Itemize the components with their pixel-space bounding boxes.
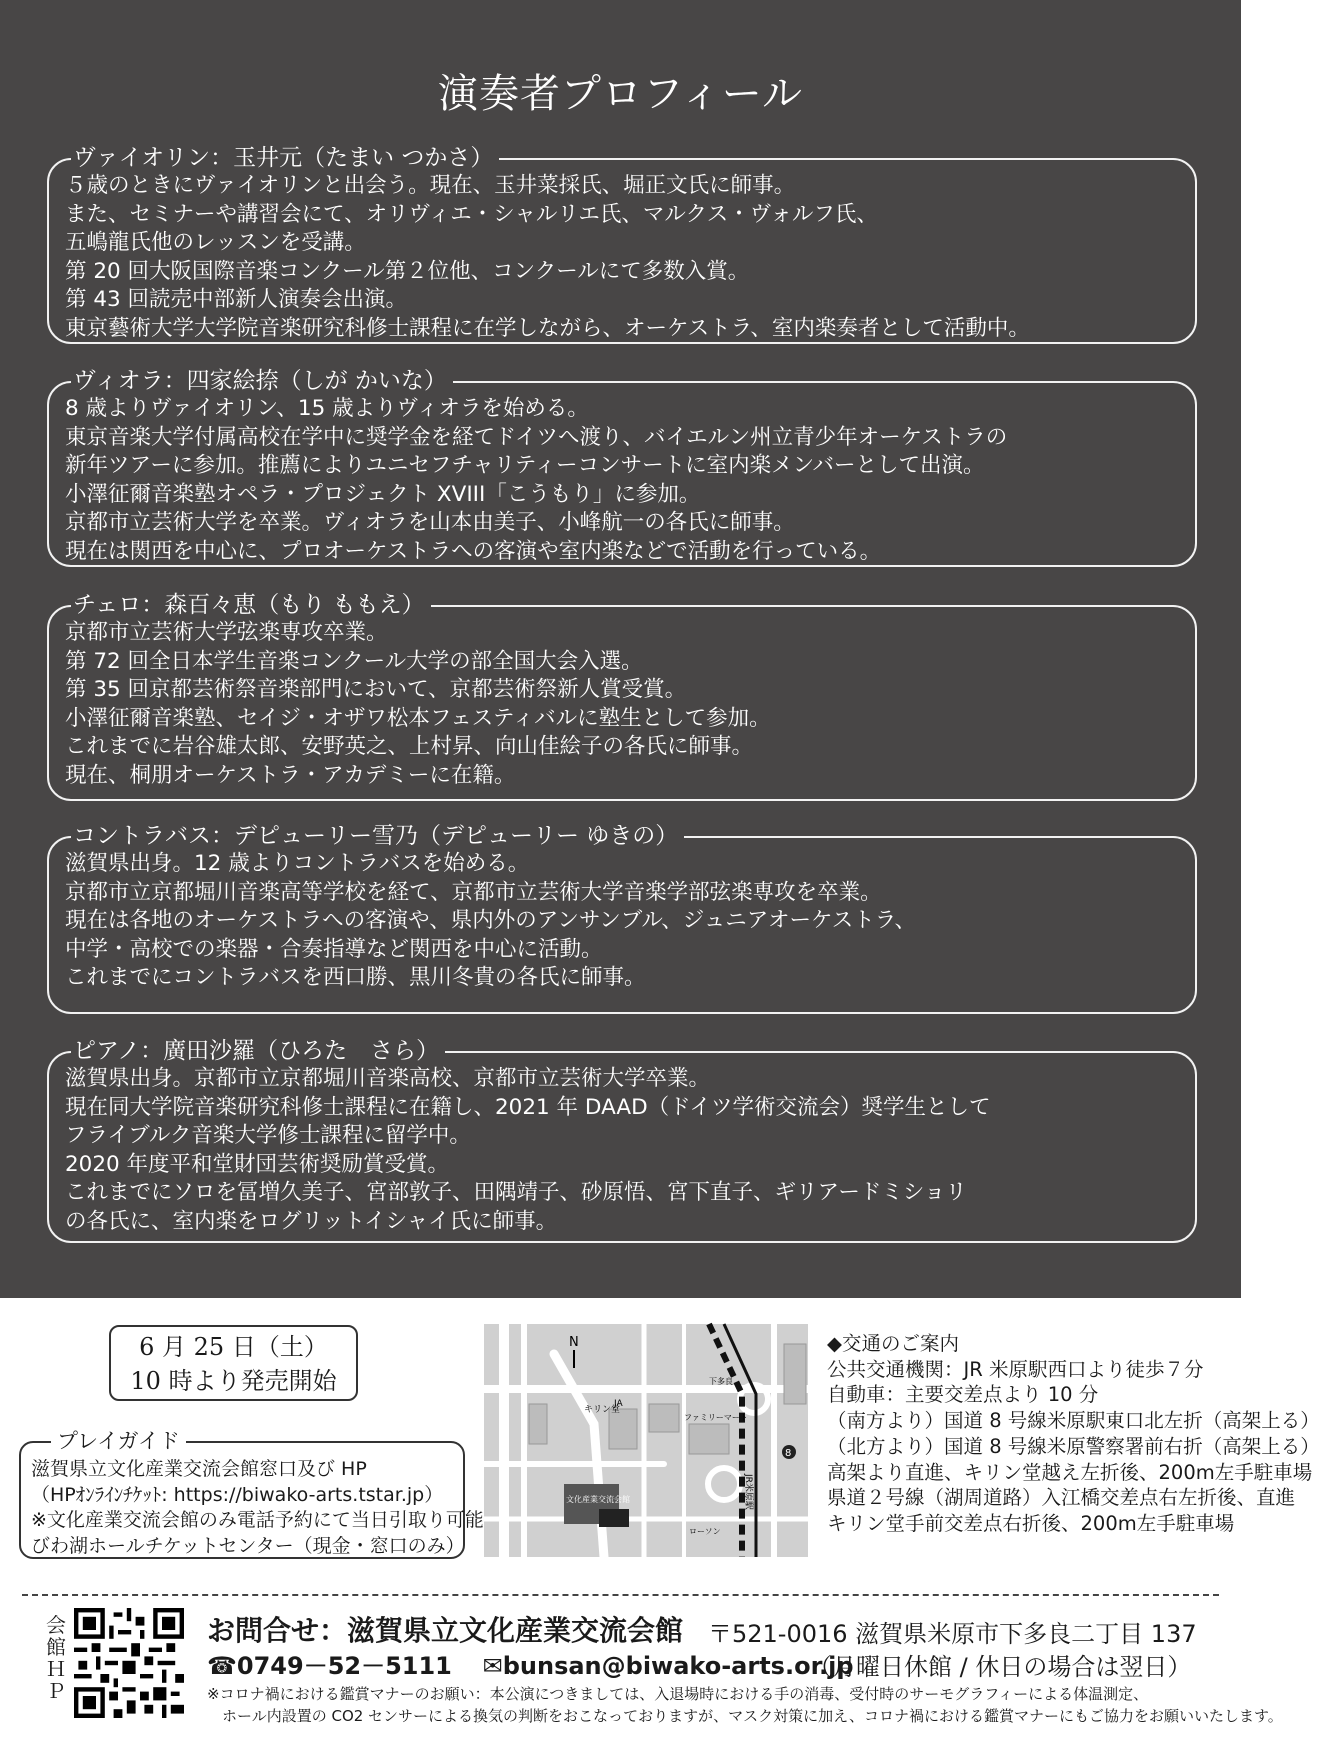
playguide-line: ※文化産業交流会館のみ電話予約にて当日引取り可能: [31, 1509, 484, 1531]
profile-line: ５歳のときにヴァイオリンと出会う。現在、玉井菜採氏、堀正文氏に師事。: [65, 173, 796, 198]
access-line: （北方より）国道 8 号線米原警察署前右折（高架上る）: [827, 1434, 1320, 1458]
profile-heading: ヴィオラ：四家絵捺（しが かいな）: [71, 364, 453, 398]
profile-line: 現在、桐朋オーケストラ・アカデミーに在籍。: [65, 762, 516, 788]
profile-piano: [47, 1038, 1197, 1243]
profile-line: 第 72 回全日本学生音楽コンクール大学の部全国大会入選。: [65, 648, 643, 674]
profile-line: の各氏に、室内楽をログリットイシャイ氏に師事。: [65, 1208, 558, 1234]
profile-line: 第 43 回読売中部新人演奏会出演。: [65, 287, 408, 313]
profile-line: 第 35 回京都芸術祭音楽部門において、京都芸術祭新人賞受賞。: [65, 677, 687, 703]
profile-heading: ヴァイオリン：玉井元（たまい つかさ）: [71, 141, 499, 175]
access-line: （南方より）国道 8 号線米原駅東口北左折（高架上る）: [827, 1409, 1320, 1433]
profile-contrabass: [47, 823, 1197, 1014]
panel-title: 演奏者プロフィール: [438, 71, 803, 117]
closing-days: （月曜日休館 / 休日の場合は翌日）: [808, 1653, 1192, 1681]
map-label-lawson: ローソン: [689, 1527, 721, 1536]
playguide-line: 滋賀県立文化産業交流会館窓口及び HP: [31, 1458, 367, 1480]
profile-heading: チェロ：森百々恵（もり ももえ）: [71, 588, 431, 622]
profile-line: 京都市立芸術大学を卒業。ヴィオラを山本由美子、小峰航一の各氏に師事。: [65, 510, 795, 536]
divider: [22, 1594, 1219, 1596]
profile-heading: コントラバス：デピューリー雪乃（デピューリー ゆきの）: [71, 819, 684, 853]
phone-number[interactable]: ☎0749－52－5111: [207, 1652, 452, 1680]
access-title: ◆交通のご案内: [827, 1332, 959, 1355]
sale-time: 10 時より発売開始: [130, 1367, 337, 1395]
playguide-line[interactable]: （HPｵﾝﾗｲﾝﾁｹｯﾄ: https://biwako-arts.tstar.jp）: [31, 1483, 444, 1506]
profile-cello: [47, 592, 1197, 801]
profile-line: 東京藝術大学大学院音楽研究科修士課程に在学しながら、オーケストラ、室内楽奏者として活動中。: [65, 315, 1030, 341]
access-line: 自動車：主要交差点より 10 分: [827, 1383, 1099, 1407]
playguide-text: [31, 1457, 484, 1559]
profile-line: 8 歳よりヴァイオリン、15 歳よりヴィオラを始める。: [65, 396, 589, 421]
profile-line: 現在は関西を中心に、プロオーケストラへの客演や室内楽などで活動を行っている。: [65, 538, 882, 564]
playguide-line: びわ湖ホールチケットセンター（現金・窓口のみ）: [31, 1534, 465, 1557]
access-map: [484, 1324, 808, 1557]
profile-line: これまでに岩谷雄太郎、安野英之、上村昇、向山佳絵子の各氏に師事。: [65, 734, 754, 760]
notice-line: ホール内設置の CO2 センサーによる換気の判断をおこなっておりますが、マスク対策に加え、コロナ禍における鑑賞マナーにもご協力をお願いいたします。: [207, 1707, 1283, 1725]
map-drawing: [484, 1324, 808, 1557]
access-info: [827, 1331, 1320, 1537]
map-label-family: ファミリーマート: [684, 1413, 748, 1422]
notice-line: ※コロナ禍における鑑賞マナーのお願い：本公演につきましては、入退場時における手の消毒、受付時のサーモグラフィーによる体温測定、: [207, 1685, 1149, 1703]
profile-line: 第 20 回大阪国際音楽コンクール第２位他、コンクールにて多数入賞。: [65, 258, 750, 284]
contact-line: [207, 1646, 854, 1681]
contact-title: お問合せ：滋賀県立文化産業交流会館: [207, 1614, 684, 1647]
access-line: キリン堂手前交差点右折後、200m左手駐車場: [827, 1511, 1235, 1535]
profile-line: 小澤征爾音楽塾、セイジ・オザワ松本フェスティバルに塾生として参加。: [65, 705, 771, 731]
map-label-ja: JA: [614, 1399, 623, 1409]
access-line: 高架より直進、キリン堂越え左折後、200m左手駐車場: [827, 1460, 1313, 1484]
profile-line: 滋賀県出身。12 歳よりコントラバスを始める。: [65, 851, 530, 876]
profile-text: [65, 619, 1181, 791]
profile-text: [65, 1065, 1181, 1237]
profile-line: 2020 年度平和堂財団芸術奨励賞受賞。: [65, 1151, 450, 1177]
profile-line: 五嶋龍氏他のレッスンを受講。: [65, 230, 366, 256]
map-label-kirin: キリン堂: [584, 1405, 621, 1415]
map-label-venue: 文化産業交流会館: [566, 1495, 630, 1504]
profile-line: 京都市立芸術大学弦楽専攻卒業。: [65, 620, 388, 645]
access-line: 公共交通機関：JR 米原駅西口より徒歩７分: [827, 1357, 1204, 1381]
profile-line: 現在同大学院音楽研究科修士課程に在籍し、2021 年 DAAD（ドイツ学術交流会）奨学生として: [65, 1094, 991, 1120]
covid-notice: [207, 1683, 1283, 1727]
profile-line: 京都市立京都堀川音楽高等学校を経て、京都市立芸術大学音楽学部弦楽専攻を卒業。: [65, 879, 882, 905]
profile-line: 小澤征爾音楽塾オペラ・プロジェクト XVIII「こうもり」に参加。: [65, 481, 701, 507]
profile-line: これまでにコントラバスを西口勝、黒川冬貴の各氏に師事。: [65, 965, 646, 991]
email-link[interactable]: ✉bunsan@biwako-arts.or.jp: [482, 1652, 854, 1680]
profile-line: 新年ツアーに参加。推薦によりユニセフチャリティーコンサートに室内楽メンバーとして出演。: [65, 453, 985, 479]
profile-line: 現在は各地のオーケストラへの客演や、県内外のアンサンブル、ジュニアオーケストラ、: [65, 908, 916, 934]
profile-viola: [47, 368, 1197, 567]
profile-line: 東京音楽大学付属高校在学中に奨学金を経てドイツへ渡り、バイエルン州立青少年オーケストラの: [65, 424, 1008, 450]
profile-line: フライブルク音楽大学修士課程に留学中。: [65, 1123, 471, 1149]
qr-code-icon[interactable]: [74, 1608, 184, 1718]
playguide-box: [19, 1429, 484, 1559]
sale-date-box: [109, 1325, 358, 1401]
profile-line: 滋賀県出身。京都市立京都堀川音楽高校、京都市立芸術大学卒業。: [65, 1066, 711, 1091]
map-label-kosaten: 下多良: [709, 1377, 733, 1386]
profile-violin: [47, 145, 1197, 344]
profile-text: [65, 172, 1181, 344]
profile-heading: ピアノ：廣田沙羅（ひろた さら）: [71, 1034, 445, 1068]
sale-date: 6 月 25 日（土）: [139, 1333, 328, 1361]
map-label-station: JR米原駅: [743, 1474, 753, 1510]
hp-label: 会館ＨＰ: [46, 1613, 66, 1703]
profile-text: [65, 850, 1181, 993]
map-route8: 8: [785, 1448, 792, 1459]
profile-line: 中学・高校での楽器・合奏指導など関西を中心に活動。: [65, 936, 603, 962]
profile-line: これまでにソロを冨増久美子、宮部敦子、田隅靖子、砂原悟、宮下直子、ギリアードミショリ: [65, 1180, 967, 1206]
playguide-title: プレイガイド: [51, 1425, 186, 1455]
profile-line: また、セミナーや講習会にて、オリヴィエ・シャルリエ氏、マルクス・ヴォルフ氏、: [65, 201, 878, 227]
postal-address: 〒521-0016 滋賀県米原市下多良二丁目 137: [708, 1620, 1197, 1648]
access-line: 県道２号線（湖周道路）入江橋交差点右左折後、直進: [827, 1486, 1296, 1510]
profile-text: [65, 395, 1181, 567]
map-north: N: [569, 1335, 579, 1350]
